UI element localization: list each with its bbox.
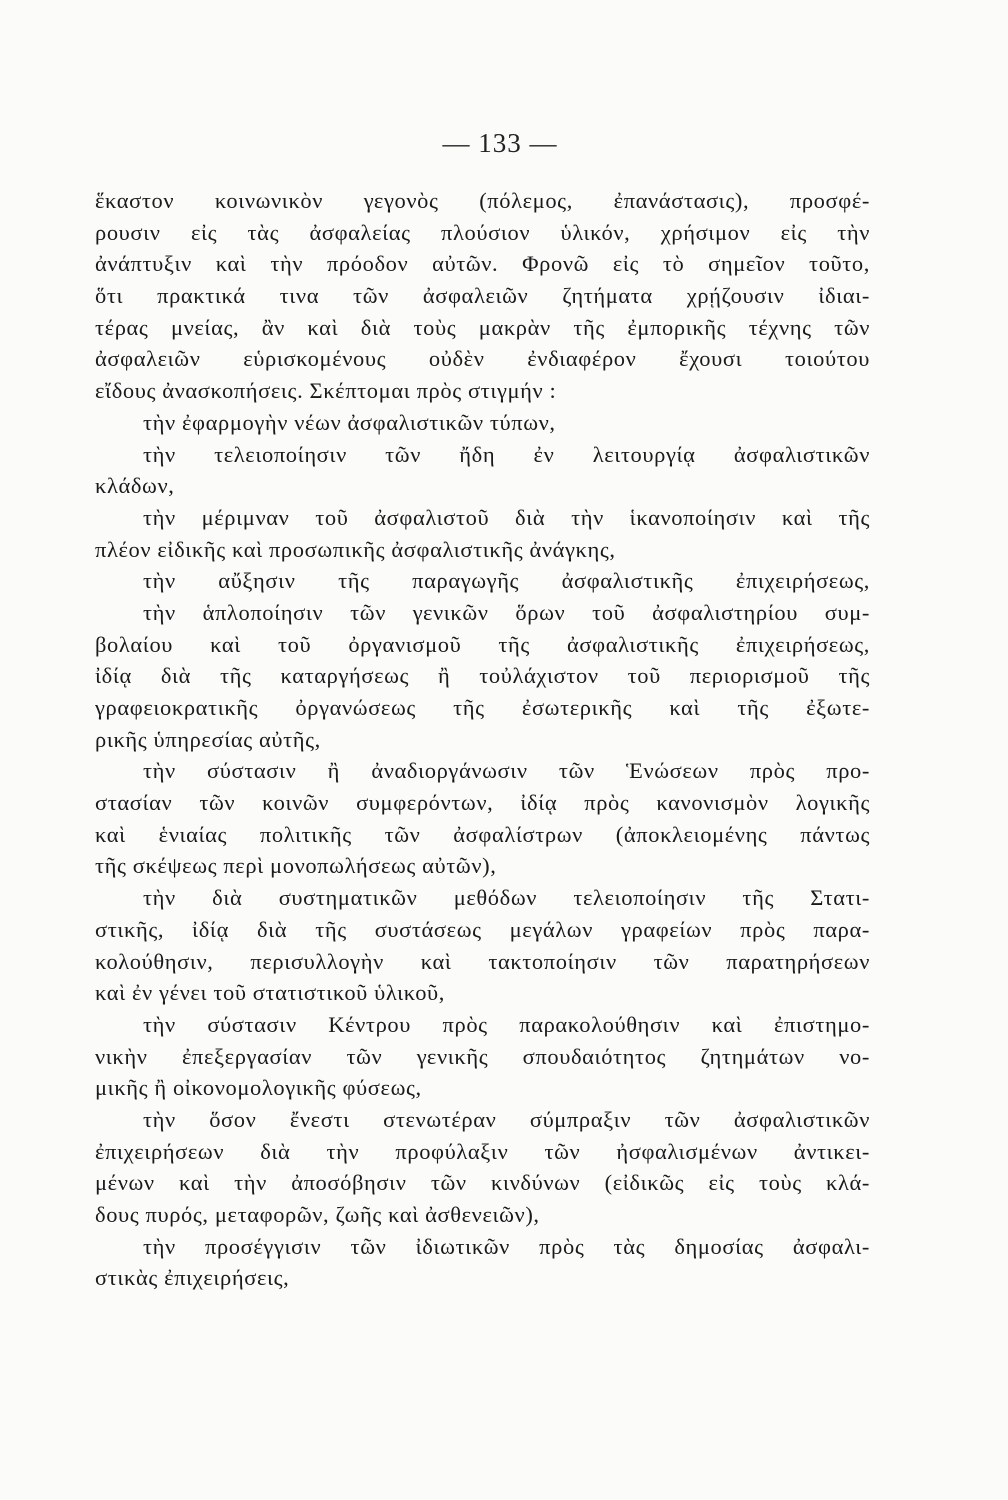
text-line: τὴν σύστασιν ἢ ἀναδιοργάνωσιν τῶν Ἑνώσεων πρὸς προ- bbox=[143, 758, 870, 784]
text-line: μικῆς ἢ οἰκονομολογικῆς φύσεως, bbox=[95, 1075, 422, 1101]
text-line: ὅτι πρακτικά τινα τῶν ἀσφαλειῶν ζητήματα χρῄζουσιν ἰδιαι- bbox=[95, 283, 870, 309]
text-line: τὴν σύστασιν Κέντρου πρὸς παρακολούθησιν καὶ ἐπιστημο- bbox=[143, 1011, 870, 1037]
text-line: στικὰς ἐπιχειρήσεις, bbox=[95, 1265, 290, 1291]
text-line: δους πυρός, μεταφορῶν, ζωῆς καὶ ἀσθενειῶν), bbox=[95, 1202, 540, 1227]
text-line: ρουσιν εἰς τὰς ἀσφαλείας πλούσιον ὑλικόν, χρήσιμον εἰς τὴν bbox=[95, 219, 870, 245]
text-line: πλέον εἰδικῆς καὶ προσωπικῆς ἀσφαλιστικῆς ἀνάγκης, bbox=[95, 536, 616, 562]
text-line: τὴν προσέγγισιν τῶν ἰδιωτικῶν πρὸς τὰς δημοσίας ἀσφαλι- bbox=[143, 1233, 870, 1259]
text-line: γραφειοκρατικῆς ὀργανώσεως τῆς ἐσωτερικῆς καὶ τῆς ἐξωτε- bbox=[95, 695, 870, 720]
text-line: καὶ ἑνιαίας πολιτικῆς τῶν ἀσφαλίστρων (ἀποκλειομένης πάντως bbox=[95, 821, 870, 847]
text-line: τὴν τελειοποίησιν τῶν ἤδη ἐν λειτουργίᾳ ἀσφαλιστικῶν bbox=[143, 441, 870, 467]
text-line: στασίαν τῶν κοινῶν συμφερόντων, ἰδίᾳ πρὸς κανονισμὸν λογικῆς bbox=[95, 790, 870, 816]
text-line: βολαίου καὶ τοῦ ὀργανισμοῦ τῆς ἀσφαλιστικῆς ἐπιχειρήσεως, bbox=[95, 631, 870, 657]
text-line: ἐπιχειρήσεων διὰ τὴν προφύλαξιν τῶν ἠσφαλισμένων ἀντικει- bbox=[95, 1138, 870, 1164]
text-line: καὶ ἐν γένει τοῦ στατιστικοῦ ὑλικοῦ, bbox=[95, 980, 446, 1006]
text-line: ἀνάπτυξιν καὶ τὴν πρόοδον αὐτῶν. Φρονῶ εἰς τὸ σημεῖον τοῦτο, bbox=[95, 251, 870, 277]
text-line: μένων καὶ τὴν ἀποσόβησιν τῶν κινδύνων (εἰδικῶς εἰς τοὺς κλά- bbox=[95, 1170, 870, 1196]
text-line: τῆς σκέψεως περὶ μονοπωλήσεως αὐτῶν), bbox=[95, 853, 497, 879]
text-line: τὴν μέριμναν τοῦ ἀσφαλιστοῦ διὰ τὴν ἱκανοποίησιν καὶ τῆς bbox=[143, 504, 870, 530]
text-line: τὴν ἁπλοποίησιν τῶν γενικῶν ὅρων τοῦ ἀσφαλιστηρίου συμ- bbox=[143, 599, 870, 625]
page-number: — 133 — bbox=[442, 128, 558, 158]
text-line: ἀσφαλειῶν εὑρισκομένους οὐδὲν ἐνδιαφέρον ἔχουσι τοιούτου bbox=[95, 346, 870, 372]
text-line: στικῆς, ἰδίᾳ διὰ τῆς συστάσεως μεγάλων γραφείων πρὸς παρα- bbox=[95, 916, 870, 942]
text-line: τὴν ἐφαρμογὴν νέων ἀσφαλιστικῶν τύπων, bbox=[143, 409, 556, 435]
text-line: τὴν αὔξησιν τῆς παραγωγῆς ἀσφαλιστικῆς ἐπιχειρήσεως, bbox=[143, 568, 870, 594]
text-line: ἰδίᾳ διὰ τῆς καταργήσεως ἢ τοὐλάχιστον τοῦ περιορισμοῦ τῆς bbox=[95, 663, 870, 689]
text-line: τὴν ὅσον ἔνεστι στενωτέραν σύμπραξιν τῶν ἀσφαλιστικῶν bbox=[143, 1106, 870, 1132]
text-line: κολούθησιν, περισυλλογὴν καὶ τακτοποίησιν τῶν παρατηρήσεων bbox=[95, 948, 870, 974]
text-line: ἕκαστον κοινωνικὸν γεγονὸς (πόλεμος, ἐπανάστασις), προσφέ- bbox=[95, 188, 870, 213]
text-line: νικὴν ἐπεξεργασίαν τῶν γενικῆς σπουδαιότητος ζητημάτων νο- bbox=[95, 1043, 870, 1069]
text-line: τέρας μνείας, ἂν καὶ διὰ τοὺς μακρὰν τῆς ἐμπορικῆς τέχνης τῶν bbox=[95, 314, 870, 340]
text-line: κλάδων, bbox=[95, 473, 175, 499]
text-line: τὴν διὰ συστηματικῶν μεθόδων τελειοποίησιν τῆς Στατι- bbox=[143, 885, 870, 911]
text-line: εἴδους ἀνασκοπήσεις. Σκέπτομαι πρὸς στιγμήν : bbox=[95, 378, 557, 404]
body-text bbox=[95, 185, 870, 1294]
text-line: ρικῆς ὑπηρεσίας αὐτῆς, bbox=[95, 726, 321, 752]
